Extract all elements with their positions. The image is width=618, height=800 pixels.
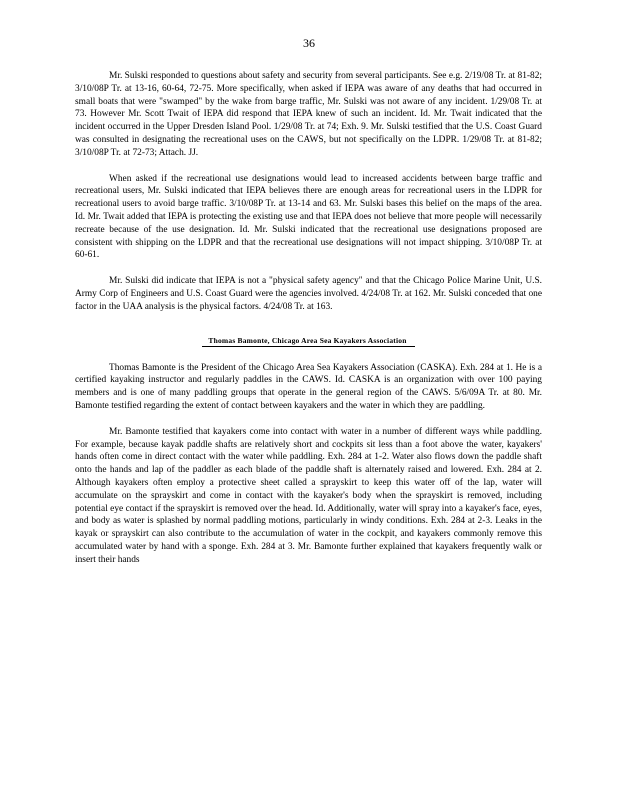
- paragraph-safety-questions: Mr. Sulski responded to questions about safety and security from several participants. See e.g. 2/19/08 Tr. at 81-82; 3/10/08P Tr. at 13-16, 60-64, 72-75. More specifically, when asked if IEPA was aware of any deaths that had occurred in small boats that were "swamped" by the wake from barge traffic, Mr. Sulski was not aware of any incident. 1/29/08 Tr. at 73. However Mr. Scott Twait of IEPA did respond that IEPA knew of such an incident. Id. Mr. Twait indicated that the incident occurred in the Upper Dresden Island Pool. 1/29/08 Tr. at 74; Exh. 9. Mr. Sulski testified that the U.S. Coast Guard was consulted in designating the recreational uses on the CAWS, but not specifically on the LDPR. 1/29/08 Tr. at 81-82; 3/10/08P Tr. at 72-73; Attach. JJ.: [75, 71, 542, 158]
- page-number: 36: [303, 36, 315, 50]
- paragraph-bamonte-intro: Thomas Bamonte is the President of the Chicago Area Sea Kayakers Association (CASKA). Exh. 284 at 1. He is a certified kayaking instructor and regularly paddles in the CAWS. Id. CASKA is an organization with over 100 paying members and is one of many paddling groups that operate in the general region of the CAWS. 5/6/09A Tr. at 80. Mr. Bamonte testified regarding the extent of contact between kayakers and the water in which they are paddling.: [75, 362, 542, 411]
- section-heading: Thomas Bamonte, Chicago Area Sea Kayakers Association: [202, 336, 414, 347]
- section-heading-wrap: [75, 330, 542, 348]
- paragraph-gap: [75, 160, 542, 173]
- paragraph-gap: [75, 262, 542, 275]
- paragraph-recreational-designations: When asked if the recreational use designations would lead to increased accidents between barge traffic and recreational users, Mr. Sulski indicated that IEPA believes there are enough areas for recreational users in the LDPR for recreational users to avoid barge traffic. 3/10/08P Tr. at 13-14 and 63. Mr. Sulski bases this belief on the maps of the area. Id. Mr. Twait added that IEPA is protecting the existing use and that IEPA does not believe that more people will necessarily recreate because of the use designation. Id. Mr. Sulski indicated that the recreational use designations proposed are consistent with shipping on the LDPR and that the recreational use designations will not impact shipping. 3/10/08P Tr. at 60-61.: [75, 173, 542, 261]
- document-body: [75, 70, 542, 567]
- paragraph-gap: [75, 413, 542, 426]
- paragraph-kayaker-contact: Mr. Bamonte testified that kayakers come into contact with water in a number of different ways while paddling. For example, because kayak paddle shafts are relatively short and cockpits sit less than a foot above the water, kayakers' hands often come in direct contact with the water while paddling. Exh. 284 at 1-2. Water also flows down the paddle shaft onto the hands and lap of the paddler as each blade of the paddle shaft is alternately raised and lowered. Exh. 284 at 2. Although kayakers often employ a protective sheet called a sprayskirt to keep this water off of the lap, water will accumulate on the sprayskirt and come in contact with the kayaker's body when the sprayskirt is removed, including potential eye contact if the sprayskirt is removed over the head. Id. Additionally, water will spray into a kayaker's face, eyes, and body as water is splashed by normal paddling motions, particularly in windy conditions. Exh. 284 at 2-3. Leaks in the kayak or sprayskirt can also contribute to the accumulation of water in the cockpit, and kayakers commonly remove this accumulated water by hand with a sponge. Exh. 284 at 3. Mr. Bamonte further explained that kayakers frequently walk or insert their hands: [75, 426, 542, 565]
- paragraph-physical-safety-agency: Mr. Sulski did indicate that IEPA is not a "physical safety agency" and that the Chicago Police Marine Unit, U.S. Army Corp of Engineers and U.S. Coast Guard were the agencies involved. 4/24/08 Tr. at 162. Mr. Sulski conceded that one factor in the UAA analysis is the physical factors. 4/24/08 Tr. at 163.: [75, 276, 542, 312]
